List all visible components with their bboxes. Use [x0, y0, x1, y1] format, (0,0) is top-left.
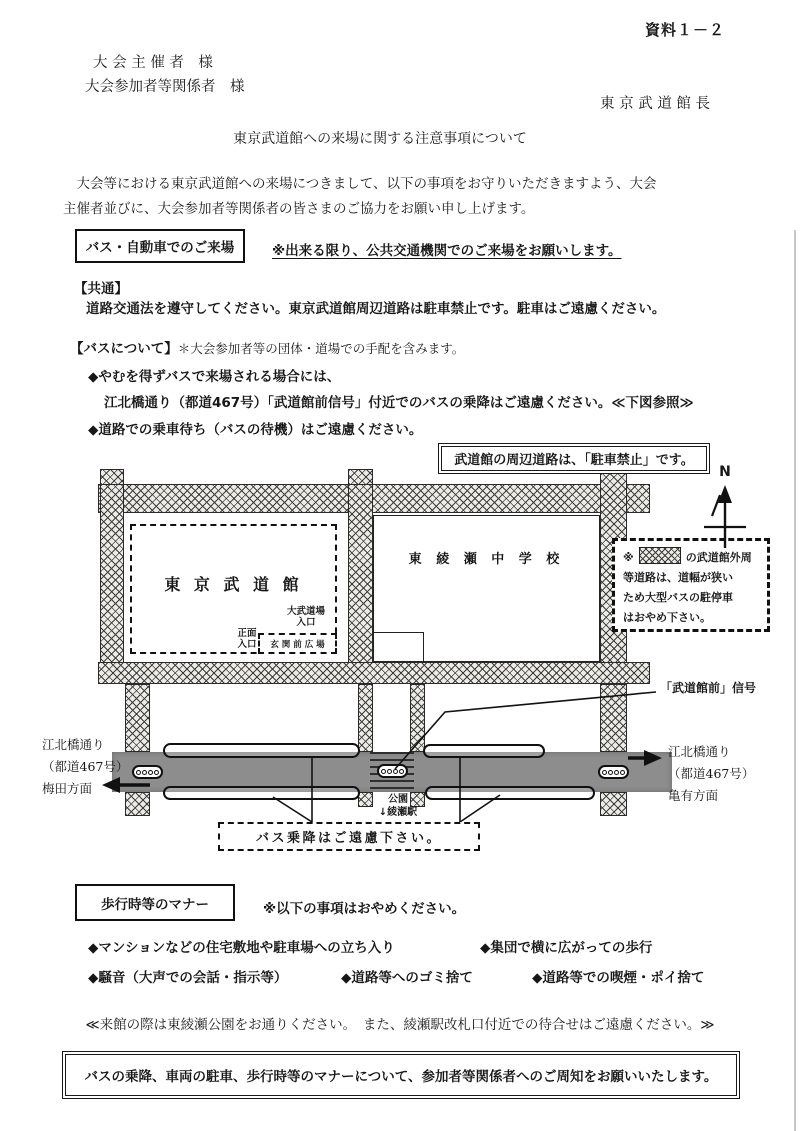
school-gate-notch — [374, 632, 424, 663]
ref-number: 資料１－２ — [644, 21, 725, 39]
plaza-box — [258, 633, 337, 654]
bus-icon — [423, 744, 545, 758]
walking-bullet: ◆マンションなどの住宅敷地や駐車場への立ち入り — [88, 940, 395, 956]
main-entrance-line2: 入口 — [237, 639, 257, 650]
sender: 東 京 武 道 館 長 — [600, 96, 711, 112]
bus-about-line — [70, 337, 464, 357]
road-second — [98, 662, 650, 684]
bullet-unavoidable-detail: 江北橋通り（都道467号）「武道館前信号」付近でのバスの乗降はご遠慮ください。≪下図参照≫ — [104, 395, 694, 411]
right-road-line2: （都道467号） — [668, 766, 755, 781]
road-left-below-gray — [125, 792, 150, 816]
narrow-road-note-line3: ため大型バスの駐停車 — [623, 591, 733, 604]
narrow-road-note-prefix: ※ — [623, 551, 634, 564]
area-map — [40, 440, 760, 865]
intro-line-2: 主催者並びに、大会参加者等関係者の皆さまのご協力をお願い申し上げます。 — [63, 201, 535, 217]
document-title: 東京武道館への来場に関する注意事項について — [233, 131, 527, 147]
park-station-label — [368, 793, 428, 819]
park-label: 公園 — [388, 794, 408, 805]
road-corridor-right — [410, 684, 425, 752]
walking-section-heading-label: 歩行時等のマナー — [101, 896, 209, 913]
addressee-line-1: 大 会 主 催 者 様 — [93, 55, 213, 71]
road-stub-top-left — [100, 469, 124, 485]
walking-section-heading — [75, 884, 235, 921]
road-mid-vertical — [348, 484, 373, 684]
addressee-line-2: 大会参加者等関係者 様 — [85, 79, 245, 95]
final-notice-text: バスの乗降、車両の駐車、歩行時等のマナーについて、参加者等関係者へのご周知をお願いいたします。 — [84, 1069, 718, 1085]
plaza-label: 玄 関 前 広 場 — [270, 639, 325, 650]
north-label: N — [719, 464, 731, 480]
large-dojo-entrance-line2: 入口 — [296, 617, 316, 628]
narrow-road-note-line4: はおやめ下さい。 — [623, 611, 711, 624]
right-road-line3: 亀有方面 — [668, 788, 719, 803]
scan-edge-artifact — [794, 230, 796, 1131]
bus-warning-box — [218, 822, 480, 851]
left-road-line3: 梅田方面 — [42, 781, 93, 796]
left-road-line2: （都道467号） — [42, 759, 129, 774]
main-entrance-line1: 正面 — [237, 628, 257, 639]
walking-note: ※以下の事項はおやめください。 — [263, 901, 466, 917]
budokan-label: 東 京 武 道 館 — [164, 575, 303, 594]
narrow-road-note-line2: 等道路は、道幅が狭い — [623, 571, 733, 584]
walking-bullet: ◆騒音（大声での会話・指示等） — [88, 970, 288, 986]
bus-about-note: ＊大会参加者等の団体・道場での手配を含みます。 — [177, 341, 465, 356]
bus-section-heading-label: バス・自動車でのご来場 — [85, 240, 235, 256]
intro-line-1: 大会等における東京武道館への来場につきまして、以下の事項をお守りいただきますよう、大会 — [63, 176, 657, 192]
left-road-line1: 江北橋通り — [42, 737, 105, 752]
final-notice-box — [62, 1051, 740, 1099]
school-label: 東 綾 瀬 中 学 校 — [408, 552, 565, 567]
no-parking-callout — [438, 443, 710, 474]
road-left-lower — [125, 684, 150, 752]
station-label: ↓綾瀬駅 — [378, 807, 418, 818]
right-road-line1: 江北橋通り — [668, 744, 731, 759]
traffic-signal-icon — [377, 764, 408, 778]
hatch-legend-swatch — [639, 547, 681, 564]
walking-bullet: ◆道路等での喫煙・ポイ捨て — [532, 970, 705, 986]
narrow-road-note-line1: の武道館外周 — [685, 551, 752, 564]
bullet-unavoidable: ◆やむを得ずバスで来場される場合には、 — [88, 369, 341, 385]
traffic-signal-icon — [132, 765, 163, 779]
bus-icon — [163, 786, 360, 800]
public-transport-note: ※出来る限り、公共交通機関でのご来場をお願いします。 — [272, 243, 622, 259]
walking-bullet: ◆道路等へのゴミ捨て — [341, 970, 473, 986]
school-building — [373, 515, 600, 662]
right-road-label — [668, 741, 754, 807]
bus-icon — [163, 743, 360, 758]
no-parking-callout-text: 武道館の周辺道路は、「駐車禁止」です。 — [454, 453, 694, 468]
bus-section-heading — [75, 229, 245, 263]
bus-icon — [425, 786, 595, 800]
road-right-lower — [600, 684, 627, 752]
bus-about-label: 【バスについて】 — [70, 341, 178, 357]
large-dojo-entrance-line1: 大武道場 — [286, 606, 325, 617]
road-top — [98, 484, 650, 513]
bullet-waiting: ◆道路での乗車待ち（バスの待機）はご遠慮ください。 — [88, 422, 423, 438]
left-road-label — [42, 734, 128, 800]
walking-bullet: ◆集団で横に広がっての歩行 — [480, 940, 653, 956]
main-entrance-label — [235, 628, 259, 650]
narrow-road-note — [612, 538, 770, 632]
park-route-note: ≪来館の際は東綾瀬公園をお通りください。 また、綾瀬駅改札口付近での待合せはご遠慮ください。≫ — [85, 1017, 715, 1033]
common-text: 道路交通法を遵守してください。東京武道館周辺道路は駐車禁止です。駐車はご遠慮ください。 — [86, 301, 666, 317]
road-right-below-gray — [600, 792, 627, 816]
budokan-mae-signal-label: 「武道館前」信号 — [660, 681, 757, 695]
traffic-signal-icon — [598, 765, 629, 779]
common-label: 【共通】 — [74, 281, 128, 297]
road-stub-top-mid — [348, 469, 373, 485]
large-dojo-entrance-label — [277, 606, 335, 628]
road-corridor-left — [358, 684, 373, 752]
road-left-vertical — [100, 484, 124, 684]
bus-warning-text: バス乗降はご遠慮下さい。 — [255, 831, 442, 846]
